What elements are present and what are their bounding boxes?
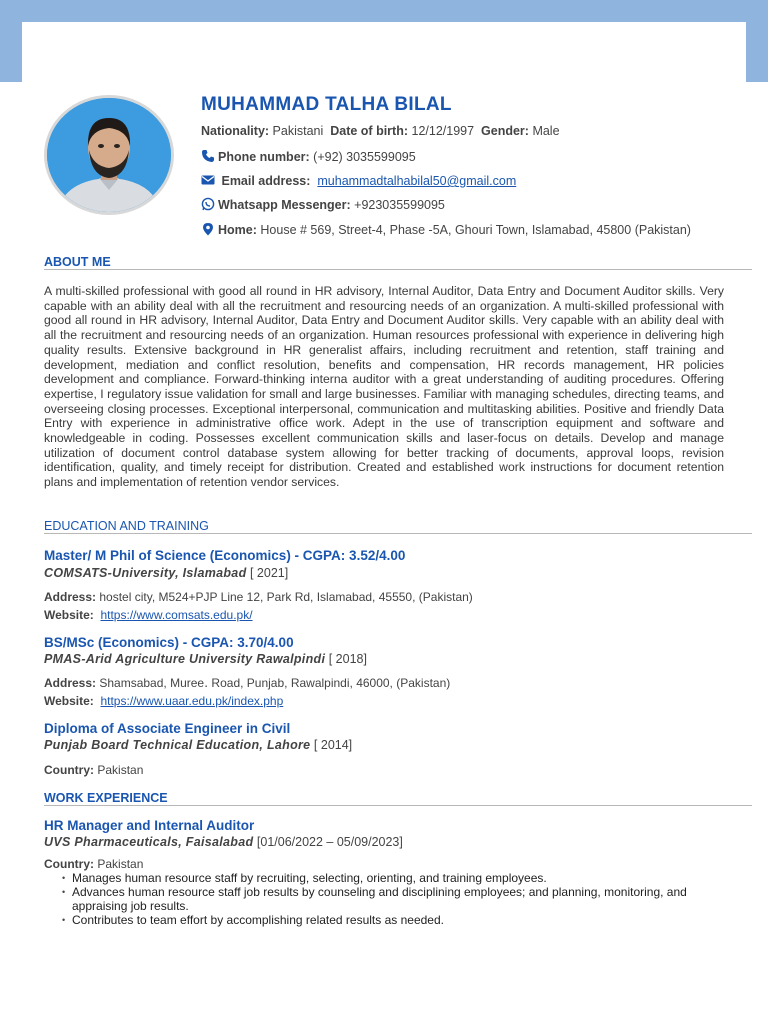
education-degree-3: Diploma of Associate Engineer in Civil xyxy=(44,721,291,736)
education-address-2 xyxy=(44,676,450,690)
home-label: Home: xyxy=(218,223,257,237)
institution-name: PMAS-Arid Agriculture University Rawalpindi xyxy=(44,652,326,666)
whatsapp-value: +923035599095 xyxy=(354,198,445,212)
education-institution-1 xyxy=(44,566,288,580)
whatsapp-icon xyxy=(201,197,215,211)
personal-info-line xyxy=(201,124,560,138)
job-title: HR Manager and Internal Auditor xyxy=(44,818,255,833)
job-company xyxy=(44,835,403,849)
profile-photo xyxy=(44,95,174,215)
website-link[interactable]: https://www.uaar.edu.pk/index.php xyxy=(100,694,284,708)
whatsapp-line xyxy=(201,197,445,212)
address-value: Shamsabad, Muree․ Road, Punjab, Rawalpindi, 46000, (Pakistan) xyxy=(99,676,451,690)
education-institution-2 xyxy=(44,652,367,666)
education-divider xyxy=(44,533,752,534)
job-country xyxy=(44,857,143,871)
nationality-value: Pakistani xyxy=(272,124,324,138)
right-frame-bar xyxy=(746,0,768,82)
institution-year: [ 2014] xyxy=(313,738,353,752)
list-item: • Manages human resource staff by recruiting, selecting, orienting, and training employees. xyxy=(60,871,732,885)
phone-label: Phone number: xyxy=(218,150,310,164)
email-label: Email address: xyxy=(221,174,311,188)
top-frame-bar xyxy=(0,0,768,22)
candidate-name: MUHAMMAD TALHA BILAL xyxy=(201,94,452,115)
about-text: A multi-skilled professional with good all round in HR advisory, Internal Auditor, Data Entry and Document Auditor skills. Very capable with an ability deal with all the recruitment and resourcing needs of an organization. A multi-skilled professional with good all round in HR advisory, Internal Auditor, Data Entry and Document Auditor skills. Very capable with an ability deal with all the recruitment and resourcing needs of an organization. Human resources professional with experience in delivering high quality results. Extensive background in HR generalist affairs, including recruitment and retention, staff training and development, mediation and conflict resolution, benefits and compensation, HR records management, HR policies development and compliance. Forward-thinking interna auditor with a great understanding of auditing procedures. Offering expertise, I regulatory issue validation for small and large businesses. Familiar with managing schedules, directing teams, and overseeing closing processes. Exceptional interpersonal, communication and multitasking abilities. Positive and friendly Data Entry with experience in administrative office work. Adept in the use of transcription equipment and software and knowledgeable in coding. Possesses excellent communication skills and laser-focus on details. Develop and manage utilization of document control database system allowing for better tracking of documents, approval loops, revision identification, quality, and timely receipt for distribution. Created and established work instructions for document retention plans and implementation of retention vendor services. xyxy=(44,284,724,490)
job-dates: [01/06/2022 – 05/09/2023] xyxy=(256,835,403,849)
email-line xyxy=(201,173,516,188)
institution-name: Punjab Board Technical Education, Lahore xyxy=(44,738,311,752)
email-link[interactable]: muhammadtalhabilal50@gmail.com xyxy=(317,174,517,188)
job-duties-list xyxy=(60,871,732,927)
work-section-title: WORK EXPERIENCE xyxy=(44,791,168,805)
country-label: Country: xyxy=(44,857,94,871)
list-item: • Advances human resource staff job results by counseling and disciplining employees; and planning, monitoring, and appraising job results. xyxy=(60,885,732,913)
education-country-3 xyxy=(44,763,143,777)
nationality-label: Nationality: xyxy=(201,124,270,138)
address-value: hostel city, M524+PJP Line 12, Park Rd, Islamabad, 45550, (Pakistan) xyxy=(99,590,473,604)
dob-value: 12/12/1997 xyxy=(411,124,475,138)
education-degree-2: BS/MSc (Economics) - CGPA: 3.70/4.00 xyxy=(44,635,294,650)
address-label: Address: xyxy=(44,590,97,604)
phone-icon xyxy=(201,149,215,163)
country-value: Pakistan xyxy=(97,857,144,871)
website-label: Website: xyxy=(44,608,94,622)
education-degree-1: Master/ M Phil of Science (Economics) - CGPA: 3.52/4.00 xyxy=(44,548,406,563)
dob-label: Date of birth: xyxy=(330,124,409,138)
phone-value: (+92) 3035599095 xyxy=(313,150,416,164)
education-section-title: EDUCATION AND TRAINING xyxy=(44,519,209,533)
home-line xyxy=(201,222,691,237)
website-link[interactable]: https://www.comsats.edu.pk/ xyxy=(100,608,253,622)
education-institution-3 xyxy=(44,738,352,752)
location-pin-icon xyxy=(201,222,215,236)
country-label: Country: xyxy=(44,763,94,777)
list-item: • Contributes to team effort by accomplishing related results as needed. xyxy=(60,913,732,927)
address-label: Address: xyxy=(44,676,97,690)
about-divider xyxy=(44,269,752,270)
website-label: Website: xyxy=(44,694,94,708)
home-value: House # 569, Street-4, Phase -5A, Ghouri Town, Islamabad, 45800 (Pakistan) xyxy=(260,223,691,237)
whatsapp-label: Whatsapp Messenger: xyxy=(218,198,351,212)
education-website-1 xyxy=(44,608,253,622)
email-icon xyxy=(201,173,215,187)
education-website-2 xyxy=(44,694,283,708)
country-value: Pakistan xyxy=(97,763,144,777)
institution-year: [ 2021] xyxy=(249,566,289,580)
left-frame-bar xyxy=(0,0,22,82)
gender-label: Gender: xyxy=(481,124,529,138)
education-address-1 xyxy=(44,590,473,604)
institution-name: COMSATS-University, Islamabad xyxy=(44,566,247,580)
work-divider xyxy=(44,805,752,806)
about-section-title: ABOUT ME xyxy=(44,255,111,269)
phone-line xyxy=(201,149,416,164)
company-name: UVS Pharmaceuticals, Faisalabad xyxy=(44,835,254,849)
gender-value: Male xyxy=(532,124,560,138)
institution-year: [ 2018] xyxy=(328,652,367,666)
